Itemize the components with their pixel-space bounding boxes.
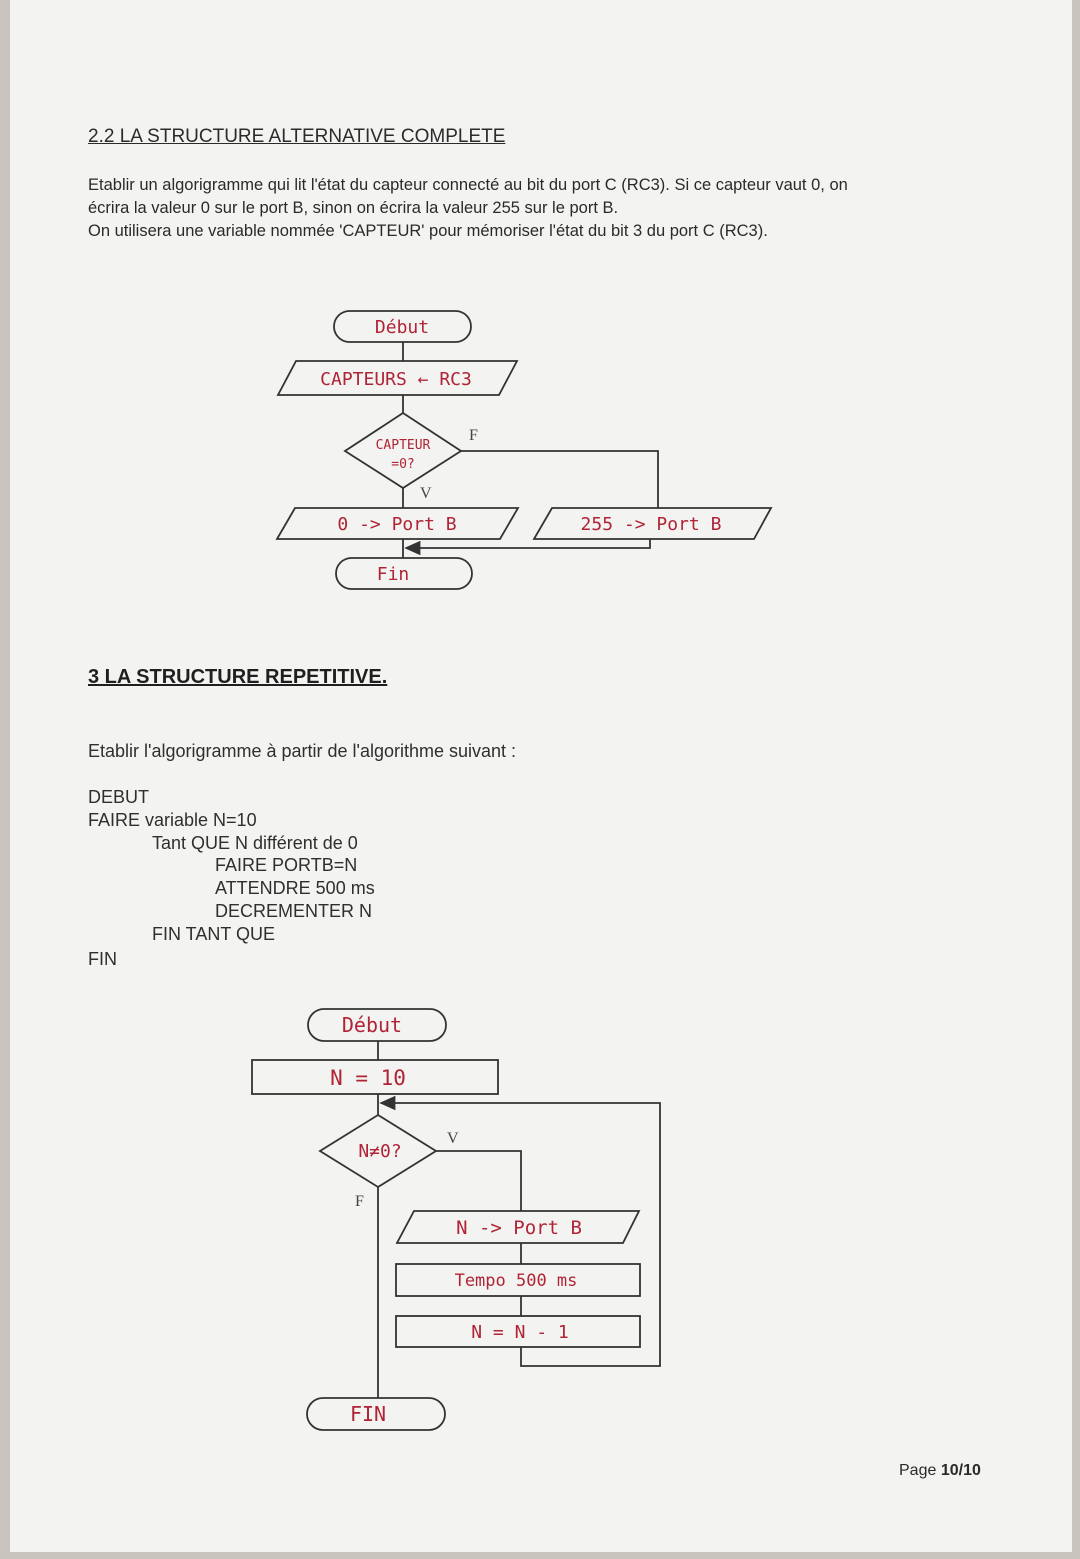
algorithm-line-while: Tant QUE N différent de 0	[152, 833, 358, 853]
fc2-step1-label: N -> Port B	[456, 1217, 582, 1239]
section-2-2-paragraph-line-1: Etablir un algorigramme qui lit l'état du capteur connecté au bit du port C (RC3). Si ce capteur vaut 0, on	[88, 176, 848, 194]
fc1-decision-label-line-2: =0?	[391, 457, 415, 472]
fc2-false-label: F	[355, 1193, 364, 1210]
algorithm-line-init: FAIRE variable N=10	[88, 810, 257, 830]
fc2-true-label: V	[447, 1130, 459, 1147]
section-2-2-title: 2.2 LA STRUCTURE ALTERNATIVE COMPLETE	[88, 126, 506, 147]
flowcharts-svg	[10, 0, 1072, 1552]
fc1-decision-label-line-1: CAPTEUR	[375, 438, 431, 453]
flowchart-1	[277, 311, 771, 589]
fc2-start-label: Début	[341, 1013, 403, 1037]
fc1-end-label: Fin	[376, 564, 410, 585]
algorithm-line-wait: ATTENDRE 500 ms	[215, 878, 375, 898]
fc1-start-label: Début	[374, 317, 430, 338]
page-label: Page	[899, 1462, 937, 1479]
fc1-false-branch-label: 255 -> Port B	[580, 514, 722, 535]
fc2-step3-label: N = N - 1	[471, 1322, 569, 1343]
fc2-init-label: N = 10	[330, 1066, 406, 1090]
fc1-false-label: F	[469, 427, 478, 444]
page-number-value: 10/10	[940, 1462, 981, 1479]
fc1-assign-label: CAPTEURS ← RC3	[320, 369, 472, 390]
fc2-decision-label: N≠0?	[358, 1141, 402, 1162]
fc2-connector-true-branch	[436, 1151, 521, 1211]
section-2-2-paragraph-line-3: On utilisera une variable nommée 'CAPTEUR' pour mémoriser l'état du bit 3 du port C (RC3).	[88, 222, 768, 240]
document-page	[10, 0, 1072, 1552]
algorithm-line-fin: FIN	[88, 949, 117, 969]
fc2-step2-label: Tempo 500 ms	[454, 1271, 578, 1291]
algorithm-line-debut: DEBUT	[88, 787, 150, 807]
fc2-end-label: FIN	[349, 1402, 387, 1426]
algorithm-line-portb: FAIRE PORTB=N	[215, 855, 358, 875]
fc1-true-label: V	[420, 485, 432, 502]
fc1-connector-merge-from-false	[406, 539, 650, 548]
section-2-2-paragraph-line-2: écrira la valeur 0 sur le port B, sinon on écrira la valeur 255 sur le port B.	[88, 199, 619, 217]
fc1-connector-false-branch	[461, 451, 658, 508]
section-3-intro: Etablir l'algorigramme à partir de l'algorithme suivant :	[88, 741, 517, 761]
fc1-true-branch-label: 0 -> Port B	[337, 514, 457, 535]
algorithm-line-end-while: FIN TANT QUE	[152, 924, 276, 944]
flowchart-2	[252, 1009, 660, 1430]
algorithm-line-decrement: DECREMENTER N	[215, 901, 373, 921]
section-3-title: 3 LA STRUCTURE REPETITIVE.	[88, 666, 388, 688]
